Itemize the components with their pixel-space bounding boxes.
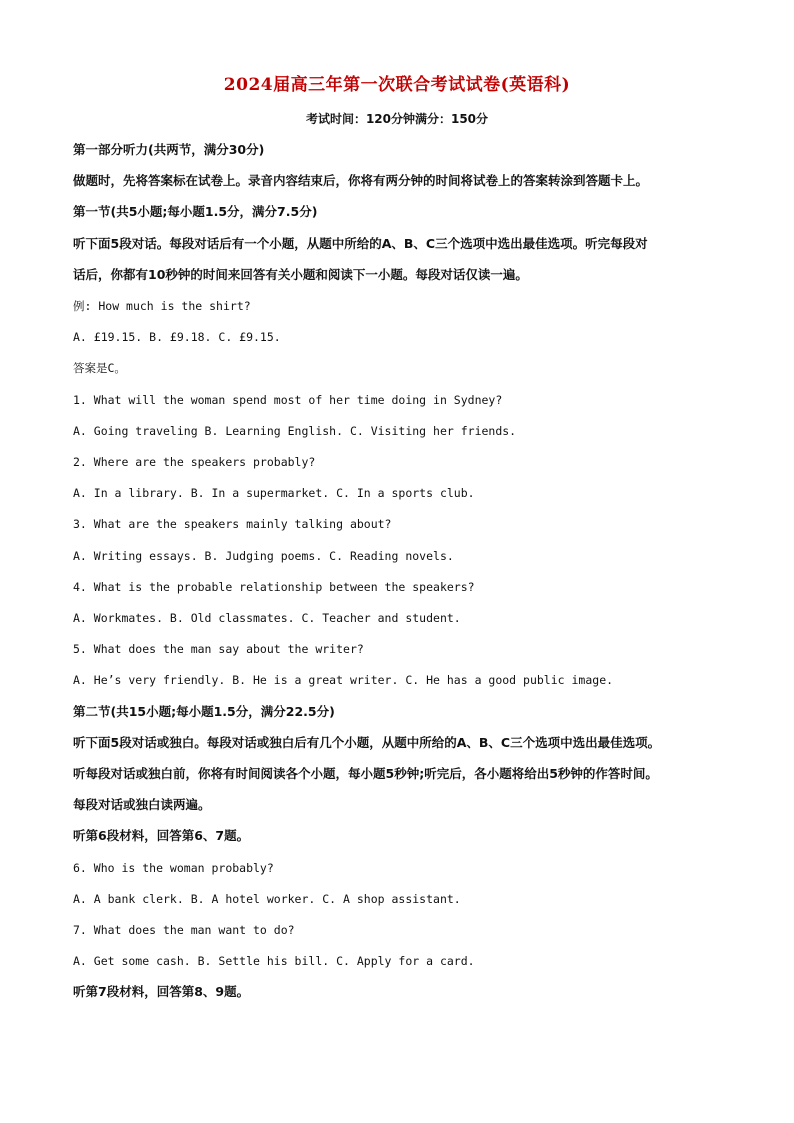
text-line: A. Get some cash. B. Settle his bill. C. Apply for a card. — [73, 954, 475, 969]
text-line: 2. Where are the speakers probably? — [73, 455, 316, 469]
text-line: 做题时，先将答案标在试卷上。录音内容结束后，你将有两分钟的时间将试卷上的答案转涂到答题卡上。 — [73, 173, 649, 189]
text-line: 7. What does the man want to do? — [73, 923, 295, 937]
text-line: 听下面5段对话。每段对话后有一个小题，从题中所给的A、B、C三个选项中选出最佳选项。听完每段对 — [73, 235, 648, 251]
text-line: A. Going traveling B. Learning English. C. Visiting her friends. — [73, 423, 517, 438]
text-line: A. Workmates. B. Old classmates. C. Teacher and student. — [73, 611, 461, 625]
text-line: 第一部分听力(共两节，满分30分) — [73, 142, 265, 157]
text-line: 1. What will the woman spend most of her time doing in Sydney? — [73, 392, 503, 407]
text-line: 第二节(共15小题;每小题1.5分，满分22.5分) — [73, 703, 335, 719]
text-line: 每段对话或独白读两遍。 — [73, 797, 211, 813]
text-line: A. A bank clerk. B. A hotel worker. C. A shop assistant. — [73, 891, 461, 906]
text-line: A. Writing essays. B. Judging poems. C. Reading novels. — [73, 548, 454, 563]
text-line: 听每段对话或独白前，你将有时间阅读各个小题，每小题5秒钟;听完后，各小题将给出5秒钟的作答时间。 — [73, 766, 658, 781]
text-line: 听下面5段对话或独白。每段对话或独白后有几个小题，从题中所给的A、B、C三个选项中选出最佳选项。 — [73, 734, 661, 750]
text-line: 话后，你都有10秒钟的时间来回答有关小题和阅读下一小题。每段对话仅读一遍。 — [73, 266, 528, 282]
text-line: A. £19.15. B. £9.18. C. £9.15. — [73, 330, 281, 345]
text-line: 5. What does the man say about the writer? — [73, 642, 364, 657]
text-line: 第一节(共5小题;每小题1.5分，满分7.5分) — [73, 204, 318, 220]
text-line: 4. What is the probable relationship between the speakers? — [73, 579, 475, 594]
text-line: 例: How much is the shirt? — [73, 299, 251, 313]
text-line: 听第7段材料，回答第8、9题。 — [73, 984, 250, 1000]
exam-info: 考试时间：120分钟满分：150分 — [305, 112, 489, 126]
text-line: 听第6段材料，回答第6、7题。 — [73, 828, 250, 844]
text-line: 3. What are the speakers mainly talking about? — [73, 517, 392, 532]
text-line: A. He’s very friendly. B. He is a great writer. C. He has a good public image. — [73, 673, 614, 688]
text-line: 6. Who is the woman probably? — [73, 860, 274, 875]
text-line: A. In a library. B. In a supermarket. C. In a sports club. — [73, 486, 475, 501]
text-line: 答案是C。 — [73, 361, 126, 376]
page-title: 2024届高三年第一次联合考试试卷(英语科) — [223, 75, 571, 95]
